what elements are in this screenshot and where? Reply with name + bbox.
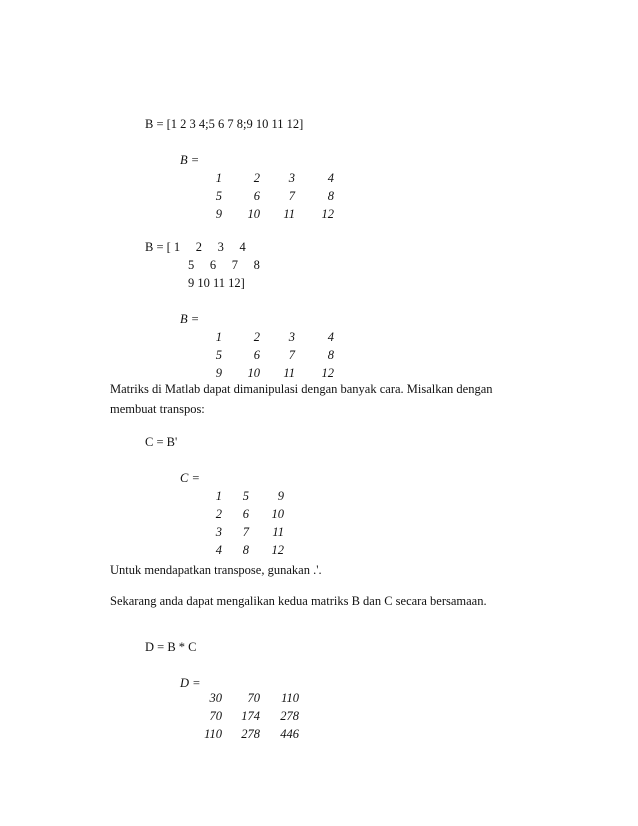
paragraph: Untuk mendapatkan transpose, gunakan .'. <box>110 563 322 577</box>
matrix-cell: 5 <box>215 189 222 203</box>
matrix-cell: 278 <box>241 727 260 741</box>
matrix-cell: 12 <box>271 543 284 557</box>
output-label: D = <box>180 676 201 690</box>
matrix-cell: 9 <box>215 366 222 380</box>
matrix-cell: 3 <box>288 171 295 185</box>
matrix-cell: 11 <box>283 207 295 221</box>
matrix-cell: 8 <box>327 189 334 203</box>
matrix-cell: 6 <box>253 189 260 203</box>
matrix-cell: 10 <box>247 366 260 380</box>
matrix-cell: 70 <box>209 709 222 723</box>
matrix-cell: 110 <box>204 727 222 741</box>
matrix-cell: 6 <box>253 348 260 362</box>
matrix-cell: 2 <box>215 507 222 521</box>
matrix-cell: 3 <box>215 525 222 539</box>
matrix-cell: 11 <box>272 525 284 539</box>
matrix-cell: 7 <box>288 189 295 203</box>
command-line: D = B * C <box>145 640 197 654</box>
matrix-cell: 11 <box>283 366 295 380</box>
output-label: B = <box>180 153 200 167</box>
matrix-cell: 7 <box>288 348 295 362</box>
matrix-cell: 9 <box>215 207 222 221</box>
paragraph: Matriks di Matlab dapat dimanipulasi dengan banyak cara. Misalkan dengan membuat transpos: <box>110 382 493 416</box>
matrix-cell: 1 <box>215 330 222 344</box>
matrix-cell: 5 <box>242 489 249 503</box>
matrix-cell: 4 <box>215 543 222 557</box>
paragraph: Sekarang anda dapat mengalikan kedua matriks B dan C secara bersamaan. <box>110 594 487 608</box>
matrix-cell: 110 <box>281 691 299 705</box>
command-line: B = [ 1 2 3 4 <box>145 240 246 254</box>
command-line: 9 10 11 12] <box>188 276 245 290</box>
matrix-cell: 1 <box>215 489 222 503</box>
matrix-cell: 5 <box>215 348 222 362</box>
matrix-cell: 12 <box>321 366 334 380</box>
matrix-cell: 1 <box>215 171 222 185</box>
matrix-cell: 446 <box>280 727 299 741</box>
matrix-cell: 4 <box>327 171 334 185</box>
command-line: B = [1 2 3 4;5 6 7 8;9 10 11 12] <box>145 117 304 131</box>
matrix-cell: 6 <box>242 507 249 521</box>
matrix-cell: 2 <box>253 330 260 344</box>
matrix-cell: 3 <box>288 330 295 344</box>
output-label: B = <box>180 312 200 326</box>
matrix-cell: 174 <box>241 709 260 723</box>
command-line: C = B' <box>145 435 178 449</box>
matrix-cell: 70 <box>247 691 260 705</box>
matrix-cell: 10 <box>271 507 284 521</box>
matrix-cell: 9 <box>277 489 284 503</box>
matrix-cell: 278 <box>280 709 299 723</box>
matrix-cell: 2 <box>253 171 260 185</box>
matrix-cell: 12 <box>321 207 334 221</box>
matrix-cell: 8 <box>327 348 334 362</box>
matrix-cell: 8 <box>242 543 249 557</box>
matrix-cell: 10 <box>247 207 260 221</box>
matrix-cell: 7 <box>242 525 249 539</box>
output-label: C = <box>180 471 200 485</box>
matrix-cell: 30 <box>209 691 222 705</box>
matrix-cell: 4 <box>327 330 334 344</box>
command-line: 5 6 7 8 <box>188 258 260 272</box>
